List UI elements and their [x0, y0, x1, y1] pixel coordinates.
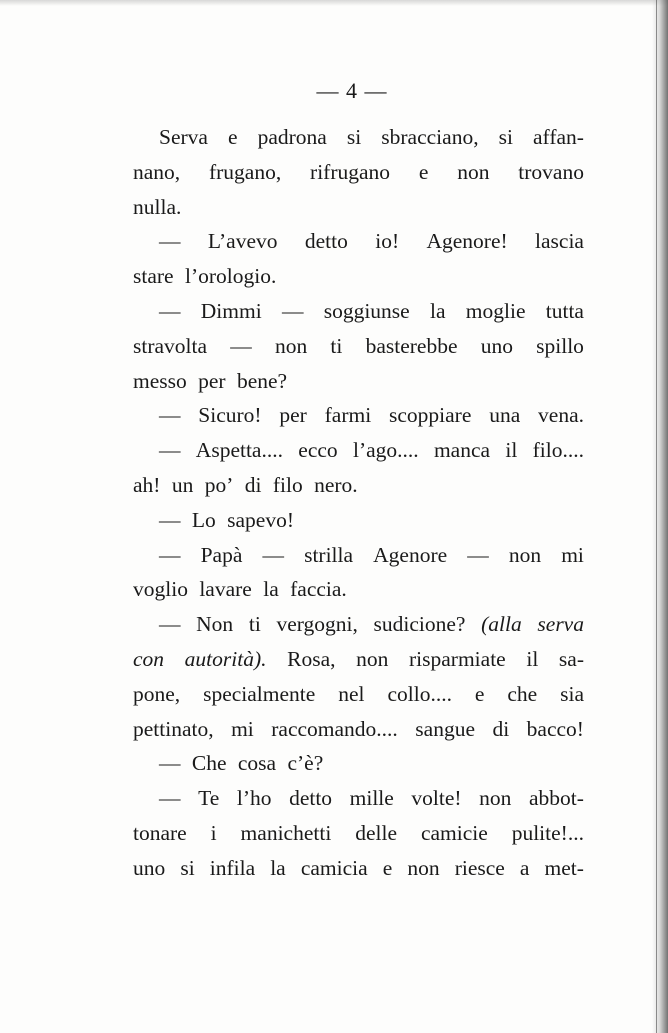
text-word: non [457, 159, 490, 184]
text-word: rifrugano [310, 159, 391, 184]
text-word: un [171, 472, 205, 497]
text-word: ti [248, 612, 261, 637]
text-word: l’ho [236, 786, 272, 811]
text-word: e [474, 681, 485, 706]
text-word: Papà [200, 542, 243, 567]
text-line [133, 259, 584, 294]
text-word: pulite!... [511, 820, 584, 845]
text-word: mi [561, 542, 584, 567]
text-word: soggiunse [323, 298, 410, 323]
text-word: voglio [133, 577, 200, 602]
text-word: c’è? [287, 751, 324, 776]
text-word: — [159, 438, 181, 463]
text-word: camicie [420, 820, 488, 845]
text-word: — [159, 786, 181, 811]
text-word: nel [338, 681, 365, 706]
text-word: Dimmi [200, 298, 262, 323]
text-word: tutta [545, 298, 584, 323]
body-text [133, 120, 584, 886]
text-word: il [526, 646, 539, 671]
text-line [133, 190, 584, 225]
text-word: la [263, 577, 291, 602]
text-word: si [180, 855, 195, 880]
text-word: la [270, 855, 286, 880]
text-word: infila [209, 855, 256, 880]
text-line [133, 398, 584, 433]
text-word: per [198, 368, 237, 393]
text-word: risparmiate [409, 646, 506, 671]
text-word: detto [289, 786, 333, 811]
text-word: per [279, 403, 307, 428]
text-word: a [519, 855, 530, 880]
text-word: io! [375, 229, 400, 254]
text-line [133, 433, 584, 468]
text-line [133, 294, 584, 329]
text-word: non [479, 786, 512, 811]
text-word: raccomando.... [271, 716, 398, 741]
text-word: Agenore [373, 542, 448, 567]
text-word: — [159, 403, 181, 428]
text-word: e [228, 125, 238, 149]
text-word: farmi [324, 403, 372, 428]
text-word: detto [304, 229, 348, 254]
text-word: e [418, 159, 429, 184]
text-word: lavare [199, 577, 264, 602]
text-word: mi [231, 716, 254, 741]
text-word: (alla [481, 612, 522, 637]
text-line [133, 851, 584, 886]
page-edge-line [656, 0, 657, 1033]
text-word: padrona [257, 125, 327, 149]
text-word: specialmente [203, 681, 316, 706]
text-word: autorità). [184, 646, 267, 671]
text-word: riesce [454, 855, 505, 880]
text-line [133, 607, 584, 642]
text-word: si [346, 125, 362, 149]
text-word: la [429, 298, 446, 323]
page-number: — 4 — [316, 78, 388, 103]
text-word: Rosa, [287, 646, 336, 671]
text-word: ah! [133, 472, 172, 497]
text-word: stravolta [133, 333, 208, 358]
text-word: Che [191, 751, 238, 776]
text-word: nano, [133, 159, 181, 184]
text-word: sbracciano, [381, 125, 479, 149]
text-word: messo [133, 368, 199, 393]
text-word: lascia [535, 229, 584, 254]
text-word: — [230, 333, 252, 358]
text-word: affan- [533, 125, 584, 149]
text-line [133, 712, 584, 747]
text-word: — [159, 507, 192, 532]
text-word: camicia [300, 855, 368, 880]
text-word: pone, [133, 681, 181, 706]
text-word: non [274, 333, 308, 358]
text-word: di [492, 716, 510, 741]
text-line [133, 155, 584, 190]
text-word: non [356, 646, 389, 671]
text-word: frugano, [208, 159, 282, 184]
text-word: non [508, 542, 542, 567]
text-word: trovano [518, 159, 584, 184]
text-word: vena. [538, 403, 584, 428]
text-word: filo.... [532, 438, 584, 463]
text-word: pettinato, [133, 716, 214, 741]
text-word: filo [272, 472, 315, 497]
text-word: di [244, 472, 273, 497]
text-line [133, 538, 584, 573]
text-word: L’avevo [207, 229, 278, 254]
text-line [133, 120, 584, 155]
text-word: — [159, 229, 181, 254]
text-word: collo.... [387, 681, 452, 706]
text-word: delle [355, 820, 398, 845]
text-word: sa- [558, 646, 584, 671]
text-word: — [262, 542, 284, 567]
text-word: Aspetta.... [195, 438, 283, 463]
top-edge-shadow [0, 0, 668, 6]
text-word: non [407, 855, 440, 880]
text-line [133, 746, 584, 781]
text-word: volte! [411, 786, 462, 811]
text-word: met- [544, 855, 584, 880]
text-word: spillo [536, 333, 584, 358]
text-word: una [489, 403, 521, 428]
text-line [133, 642, 584, 677]
text-line [133, 224, 584, 259]
text-line [133, 572, 584, 607]
text-word: i [210, 820, 217, 845]
text-word: — [159, 612, 181, 637]
text-word: ecco [298, 438, 338, 463]
text-word: — [281, 298, 304, 323]
text-word: abbot- [528, 786, 584, 811]
text-word: po’ [204, 472, 245, 497]
text-word: nero. [314, 472, 358, 497]
text-line [133, 816, 584, 851]
text-word: Lo [191, 507, 228, 532]
text-word: e [382, 855, 393, 880]
page-edge-shadow [652, 0, 668, 1033]
text-word: sudicione? [373, 612, 466, 637]
text-line [133, 781, 584, 816]
text-word: Non [196, 612, 234, 637]
text-word: il [505, 438, 518, 463]
text-word: mille [349, 786, 394, 811]
text-line [133, 329, 584, 364]
text-word: basterebbe [365, 333, 458, 358]
text-word: scoppiare [389, 403, 472, 428]
text-word: moglie [465, 298, 526, 323]
text-word: ti [330, 333, 343, 358]
text-word: — [159, 542, 181, 567]
text-line [133, 468, 584, 503]
text-word: Sicuro! [198, 403, 262, 428]
text-word: vergogni, [276, 612, 358, 637]
text-word: nulla. [133, 194, 182, 219]
text-word: manca [433, 438, 491, 463]
text-word: Te [198, 786, 220, 811]
text-word: che [507, 681, 538, 706]
text-word: uno [133, 855, 166, 880]
text-word: con [133, 646, 165, 671]
text-word: bacco! [526, 716, 584, 741]
text-word: serva [537, 612, 584, 637]
text-word: manichetti [240, 820, 332, 845]
text-word: l’orologio. [184, 264, 277, 289]
text-word: tonare [133, 820, 187, 845]
text-word: bene? [236, 368, 288, 393]
text-word: — [159, 751, 192, 776]
text-line [133, 503, 584, 538]
text-word: faccia. [290, 577, 347, 602]
text-word: sangue [415, 716, 475, 741]
text-word: sapevo! [227, 507, 295, 532]
text-word: si [498, 125, 513, 149]
text-line [133, 677, 584, 712]
text-word: Serva [159, 125, 208, 149]
text-word: — [159, 298, 181, 323]
text-word: uno [480, 333, 513, 358]
text-word: Agenore! [426, 229, 508, 254]
text-word: — [467, 542, 489, 567]
text-line [133, 364, 584, 399]
text-word: l’ago.... [352, 438, 419, 463]
text-word: strilla [304, 542, 354, 567]
text-word: stare [133, 264, 185, 289]
text-word: sia [560, 681, 584, 706]
text-word: cosa [237, 751, 288, 776]
